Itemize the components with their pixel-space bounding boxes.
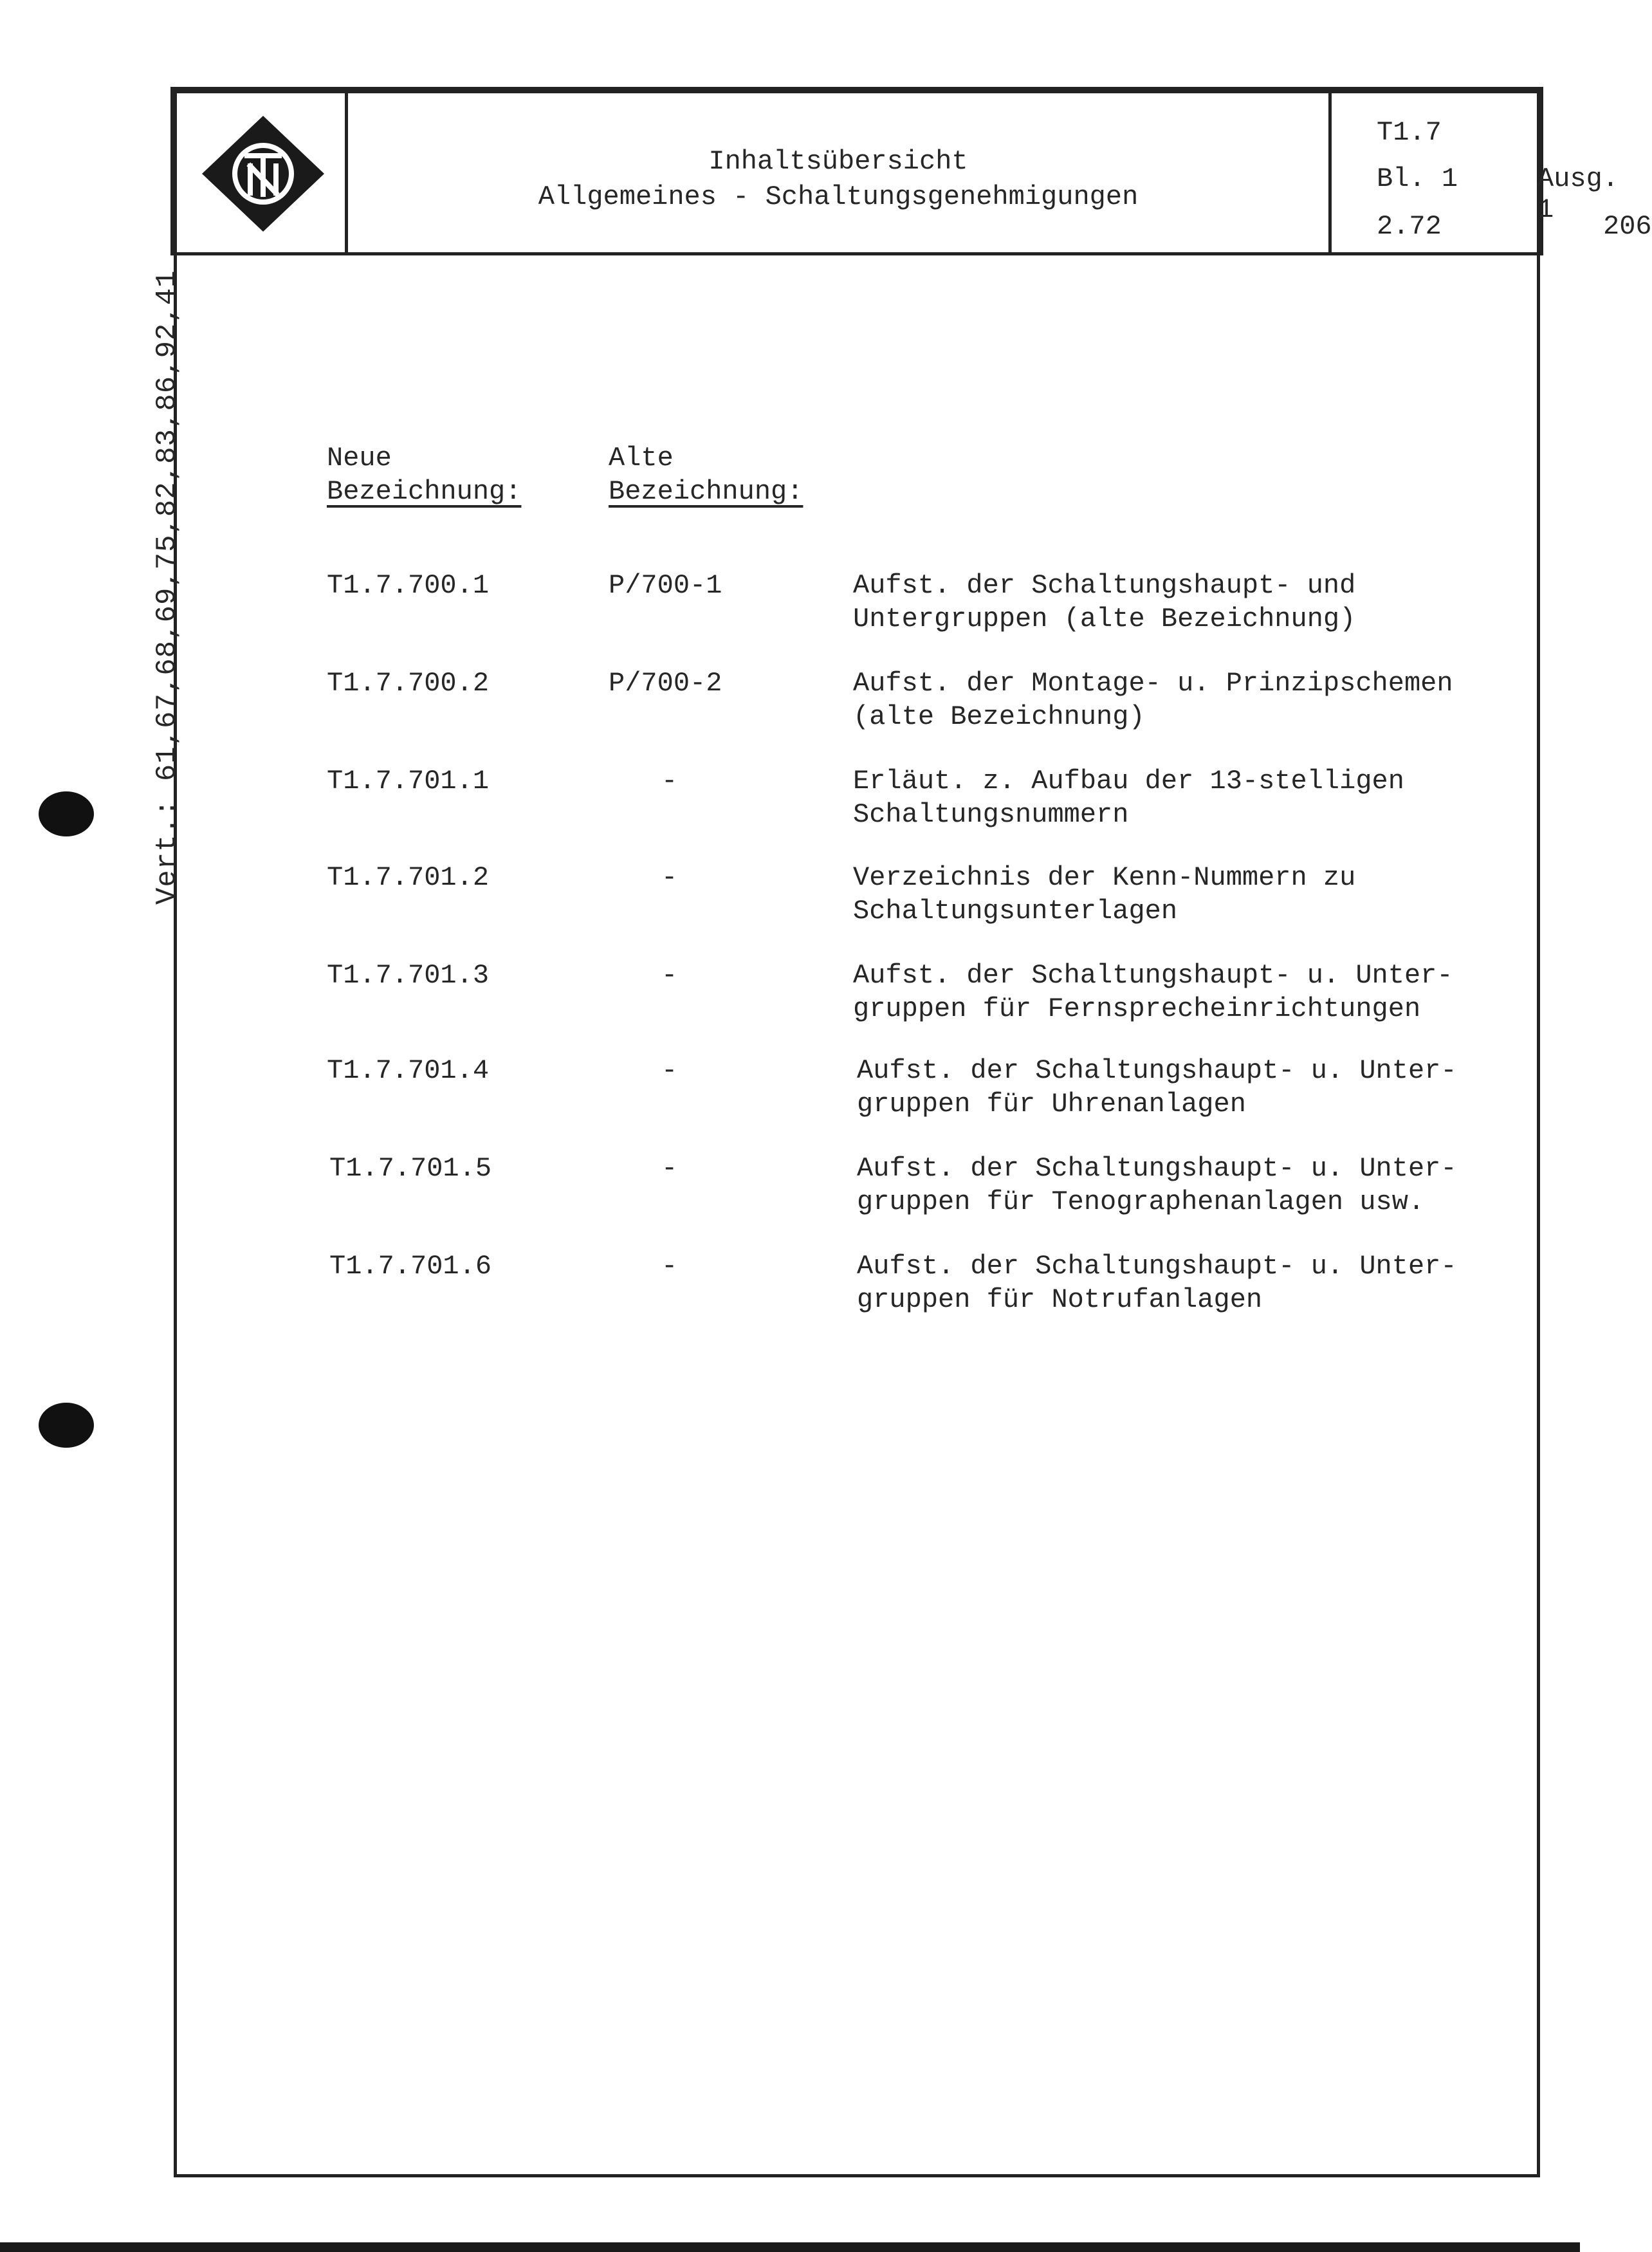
doc-id: T1.7 — [1377, 117, 1442, 148]
new-designation: T1.7.701.6 — [329, 1251, 492, 1282]
meta-cell — [1328, 87, 1652, 255]
column-heading-old: Alte Bezeichnung: — [609, 443, 803, 507]
entry-description: Aufst. der Schaltungshaupt- und Untergruppen (alte Bezeichnung) — [853, 570, 1356, 634]
old-designation: - — [661, 960, 678, 991]
document-title: Inhaltsübersicht — [708, 146, 968, 177]
entry-description: Erläut. z. Aufbau der 13-stelligen Schaltungsnummern — [853, 766, 1404, 830]
old-designation: - — [661, 1153, 678, 1184]
edition-number: Ausg. 1 — [1537, 163, 1619, 225]
entry-description: Aufst. der Schaltungshaupt- u. Unter- gruppen für Notrufanlagen — [857, 1251, 1457, 1315]
entry-description: Aufst. der Schaltungshaupt- u. Unter- gruppen für Fernsprecheinrichtungen — [853, 960, 1453, 1024]
distribution-list: Vert.: 61,67,68,69,75,82,83,86,92,41 — [151, 270, 183, 905]
issue-date: 2.72 — [1377, 211, 1442, 242]
old-designation: - — [661, 766, 678, 797]
company-logo — [202, 116, 324, 232]
doc-number: 206 — [1603, 211, 1652, 242]
logo-cell — [170, 87, 348, 255]
entry-description: Aufst. der Schaltungshaupt- u. Unter- gruppen für Tenographenanlagen usw. — [857, 1153, 1457, 1217]
entry-description: Aufst. der Schaltungshaupt- u. Unter- gruppen für Uhrenanlagen — [857, 1055, 1457, 1120]
new-designation: T1.7.701.2 — [327, 862, 490, 893]
column-heading-new: Neue Bezeichnung: — [327, 443, 522, 507]
new-designation: T1.7.700.2 — [327, 668, 490, 699]
new-designation: T1.7.701.5 — [329, 1153, 492, 1184]
sheet-number: Bl. 1 — [1377, 163, 1458, 194]
old-designation: - — [661, 862, 678, 893]
new-designation: T1.7.700.1 — [327, 570, 490, 601]
old-designation: P/700-2 — [609, 668, 722, 699]
old-designation: - — [661, 1251, 678, 1282]
old-designation: P/700-1 — [609, 570, 722, 601]
entry-description: Verzeichnis der Kenn-Nummern zu Schaltungsunterlagen — [853, 862, 1356, 927]
old-designation: - — [661, 1055, 678, 1086]
punch-hole-bottom — [39, 1403, 94, 1448]
document-subtitle: Allgemeines - Schaltungsgenehmigungen — [538, 181, 1139, 212]
new-designation: T1.7.701.4 — [327, 1055, 490, 1086]
entry-description: Aufst. der Montage- u. Prinzipschemen (alte Bezeichnung) — [853, 668, 1453, 732]
new-designation: T1.7.701.3 — [327, 960, 490, 991]
title-cell — [345, 87, 1332, 255]
new-designation: T1.7.701.1 — [327, 766, 490, 797]
document-header — [170, 87, 1652, 255]
punch-hole-top — [39, 791, 94, 836]
scan-bottom-edge — [0, 2242, 1580, 2252]
page-frame — [174, 90, 1540, 2177]
